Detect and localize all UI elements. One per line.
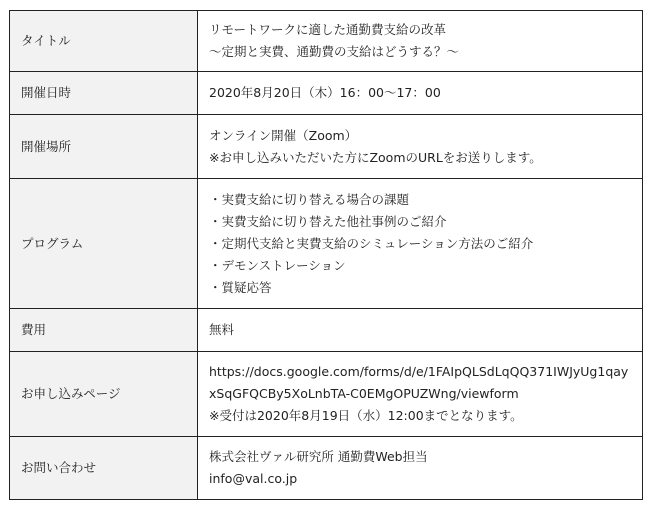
apply-url-link-part-2[interactable]: xSqGFQCBy5XoLnbTA-C0EMgOPUZWng/viewform <box>209 386 519 401</box>
title-subtitle-line: 〜定期と実費、通勤費の支給はどうする？〜 <box>209 44 460 59</box>
program-item: ・実費支給に切り替えた他社事例のご紹介 <box>209 213 447 229</box>
row-label-contact: お問い合わせ <box>10 437 198 500</box>
row-apply <box>10 352 643 437</box>
row-label-apply: お申し込みページ <box>10 352 198 437</box>
row-label-title: タイトル <box>10 11 198 72</box>
program-item: ・デモンストレーション <box>209 257 346 273</box>
apply-url-link-part-1[interactable]: https://docs.google.com/forms/d/e/1FAIpQLSdLqQQ371IWJyUg1qay <box>209 364 629 379</box>
program-item: ・定期代支給と実費支給のシミュレーション方法のご紹介 <box>209 235 534 251</box>
row-label-date: 開催日時 <box>10 72 198 115</box>
row-place <box>10 115 643 179</box>
fee-line: 無料 <box>209 322 235 337</box>
event-info-table <box>9 10 643 500</box>
row-label-fee: 費用 <box>10 309 198 352</box>
title-line: リモートワークに適した通勤費支給の改革 <box>209 22 447 37</box>
row-value-program <box>198 179 643 309</box>
row-value-fee <box>198 309 643 352</box>
row-value-place <box>198 115 643 179</box>
row-program <box>10 179 643 309</box>
row-value-apply <box>198 352 643 437</box>
row-label-place: 開催場所 <box>10 115 198 179</box>
row-value-date <box>198 72 643 115</box>
row-contact <box>10 437 643 500</box>
contact-company: 株式会社ヴァル研究所 通勤費Web担当 <box>209 449 428 464</box>
row-fee <box>10 309 643 352</box>
contact-email-link[interactable]: info@val.co.jp <box>209 471 298 486</box>
place-line: オンライン開催（Zoom） <box>209 127 358 143</box>
program-item: ・質疑応答 <box>209 279 272 295</box>
program-item: ・実費支給に切り替える場合の課題 <box>209 191 410 207</box>
event-info-container <box>9 10 643 500</box>
apply-deadline-note: ※受付は2020年8月19日（水）12:00までとなります。 <box>209 408 523 423</box>
row-label-program: プログラム <box>10 179 198 309</box>
row-title <box>10 11 643 72</box>
date-line: 2020年8月20日（木）16：00〜17：00 <box>209 85 441 100</box>
row-value-title <box>198 11 643 72</box>
row-date <box>10 72 643 115</box>
row-value-contact <box>198 437 643 500</box>
place-note-line: ※お申し込みいただいた方にZoomのURLをお送りします。 <box>209 149 542 165</box>
